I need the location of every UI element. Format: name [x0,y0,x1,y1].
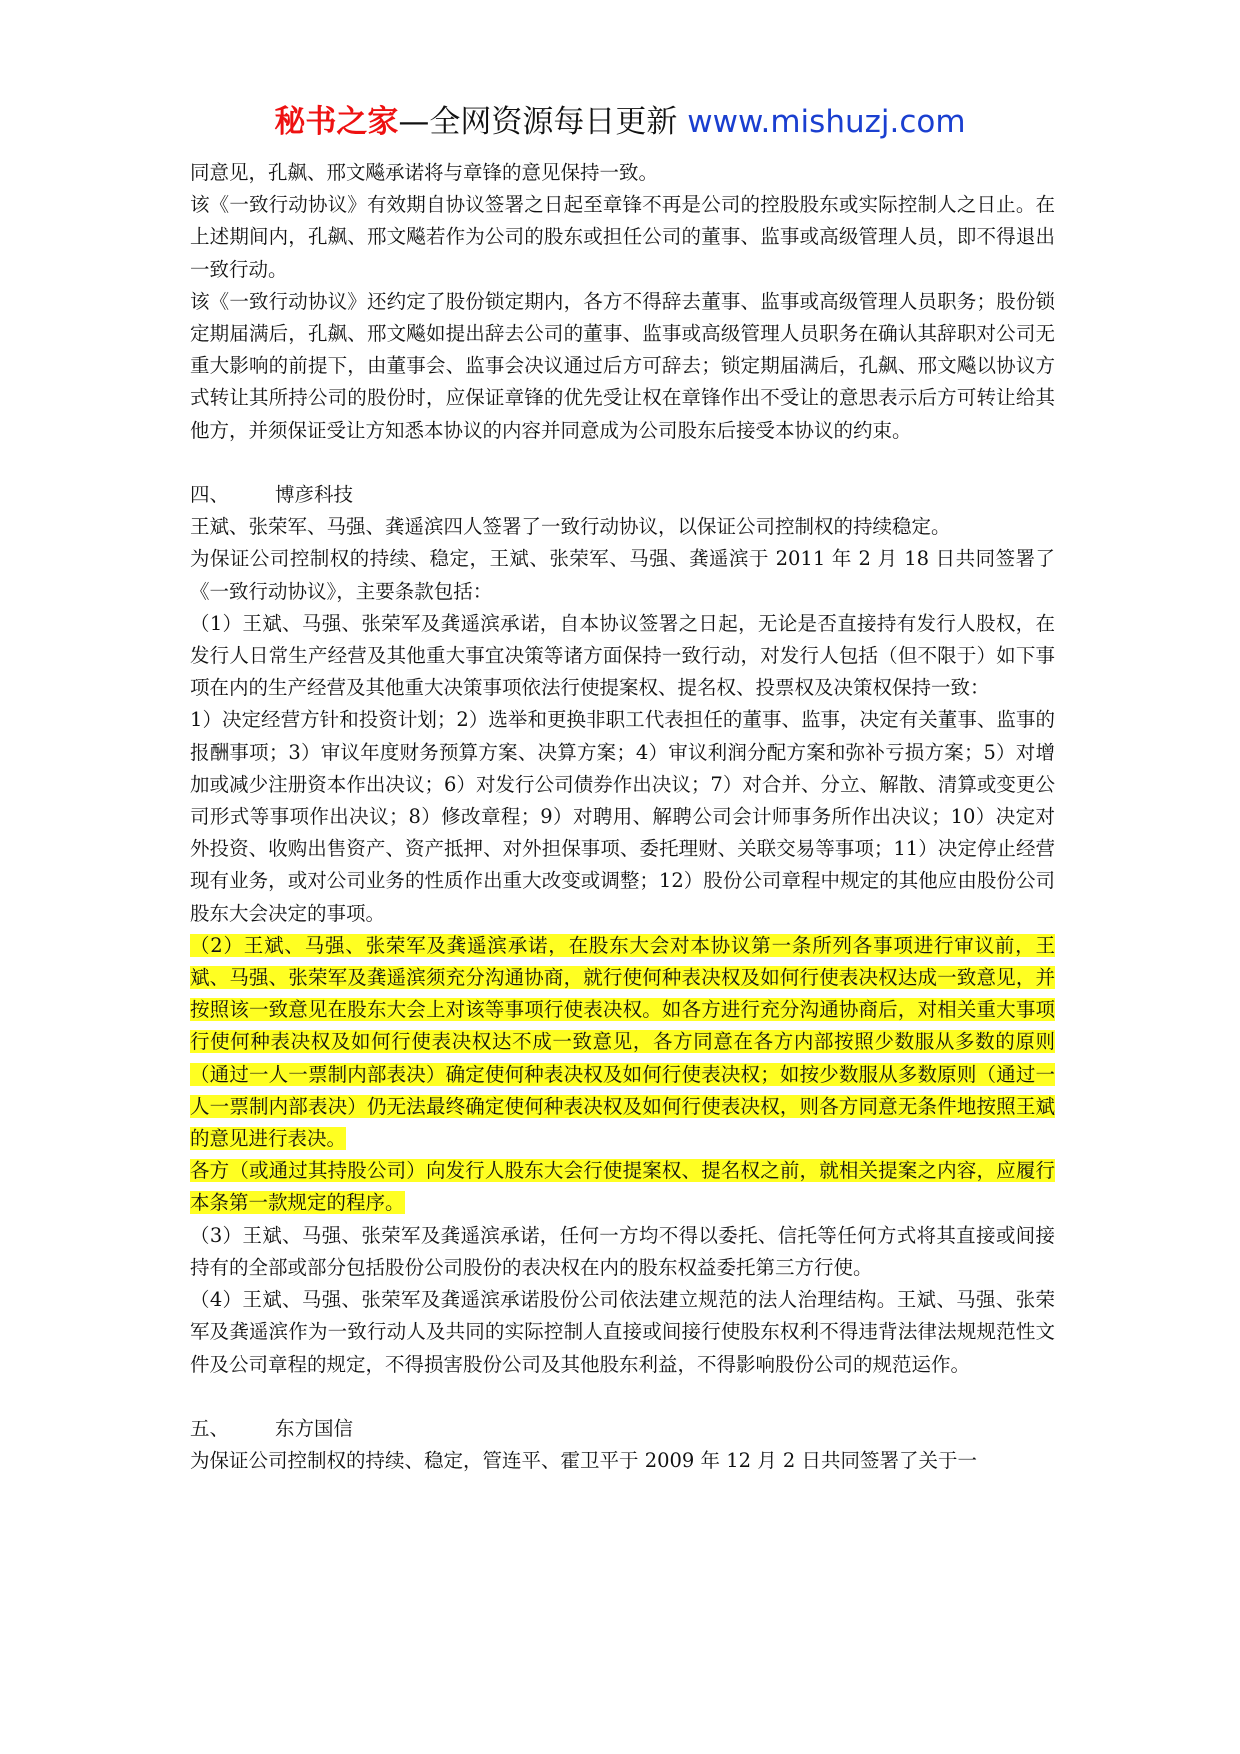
paragraph: 该《一致行动协议》还约定了股份锁定期内，各方不得辞去董事、监事或高级管理人员职务；股份锁定期届满后，孔飙、邢文飚如提出辞去公司的董事、监事或高级管理人员职务在确认其辞职对公司无重大影响的前提下，由董事会、监事会决议通过后方可辞去；锁定期届满后，孔飙、邢文飚以协议方式转让其所持公司的股份时，应保证章锋的优先受让权在章锋作出不受让的意思表示后方可转让给其他方，并须保证受让方知悉本协议的内容并同意成为公司股东后接受本协议的约束。 [190,289,1055,442]
paragraph: （4）王斌、马强、张荣军及龚遥滨承诺股份公司依法建立规范的法人治理结构。王斌、马强、张荣军及龚遥滨作为一致行动人及共同的实际控制人直接或间接行使股东权利不得违背法律法规规范性文件及公司章程的规定，不得损害股份公司及其他股东利益，不得影响股份公司的规范运作。 [190,1288,1055,1376]
spacer [190,447,1055,479]
section-heading [190,479,1055,511]
paragraph: （1）王斌、马强、张荣军及龚遥滨承诺，自本协议签署之日起，无论是否直接持有发行人股权，在发行人日常生产经营及其他重大事宜决策等诸方面保持一致行动，对发行人包括（但不限于）如下事项在内的生产经营及其他重大决策事项依法行使提案权、提名权、投票权及决策权保持一致： [190,611,1055,700]
section-heading [190,1413,1055,1445]
header-tagline: —全网资源每日更新 [398,104,678,140]
paragraph: （3）王斌、马强、张荣军及龚遥滨承诺，任何一方均不得以委托、信托等任何方式将其直接或间接持有的全部或部分包括股份公司股份的表决权在内的股东权益委托第三方行使。 [190,1223,1055,1279]
header-site-link[interactable]: www.mishuzj.com [687,104,966,140]
section-title: 博彦科技 [275,483,354,507]
highlighted-paragraph [190,1155,1055,1219]
highlight-text: 各方（或通过其持股公司）向发行人股东大会行使提案权、提名权之前，就相关提案之内容，应履行本条第一款规定的程序。 [190,1159,1055,1215]
section-title: 东方国信 [275,1416,354,1440]
header-brand: 秘书之家 [274,104,399,140]
section-number: 五、 [190,1416,230,1440]
paragraph: 该《一致行动协议》有效期自协议签署之日起至章锋不再是公司的控股股东或实际控制人之日止。在上述期间内，孔飙、邢文飚若作为公司的股东或担任公司的董事、监事或高级管理人员，即不得退出一致行动。 [190,193,1055,281]
paragraph: 王斌、张荣军、马强、龚遥滨四人签署了一致行动协议，以保证公司控制权的持续稳定。 [190,515,951,539]
paragraph: 1）决定经营方针和投资计划；2）选举和更换非职工代表担任的董事、监事，决定有关董事、监事的报酬事项；3）审议年度财务预算方案、决算方案；4）审议利润分配方案和弥补亏损方案；5）对增加或减少注册资本作出决议；6）对发行公司债券作出决议；7）对合并、分立、解散、清算或变更公司形式等事项作出决议；8）修改章程；9）对聘用、解聘公司会计师事务所作出决议；10）决定对外投资、收购出售资产、资产抵押、对外担保事项、委托理财、关联交易等事项；11）决定停止经营现有业务，或对公司业务的性质作出重大改变或调整；12）股份公司章程中规定的其他应由股份公司股东大会决定的事项。 [190,708,1055,925]
document-body [190,157,1055,1477]
highlight-text: （2）王斌、马强、张荣军及龚遥滨承诺，在股东大会对本协议第一条所列各事项进行审议前，王斌、马强、张荣军及龚遥滨须充分沟通协商，就行使何种表决权及如何行使表决权达成一致意见，并按照该一致意见在股东大会上对该等事项行使表决权。如各方进行充分沟通协商后，对相关重大事项行使何种表决权及如何行使表决权达不成一致意见，各方同意在各方内部按照少数服从多数的原则（通过一人一票制内部表决）确定使何种表决权及如何行使表决权；如按少数服从多数原则（通过一人一票制内部表决）仍无法最终确定使何种表决权及如何行使表决权，则各方同意无条件地按照王斌的意见进行表决。 [190,933,1055,1151]
spacer [190,1381,1055,1413]
section-number: 四、 [190,483,230,507]
highlighted-paragraph [190,930,1055,1155]
paragraph: 为保证公司控制权的持续、稳定，管连平、霍卫平于 2009 年 12 月 2 日共同签署了关于一 [190,1449,978,1473]
page-header [0,100,1240,144]
paragraph: 为保证公司控制权的持续、稳定，王斌、张荣军、马强、龚遥滨于 2011 年 2 月 18 日共同签署了《一致行动协议》，主要条款包括： [190,547,1055,603]
paragraph: 同意见，孔飙、邢文飚承诺将与章锋的意见保持一致。 [190,161,659,184]
